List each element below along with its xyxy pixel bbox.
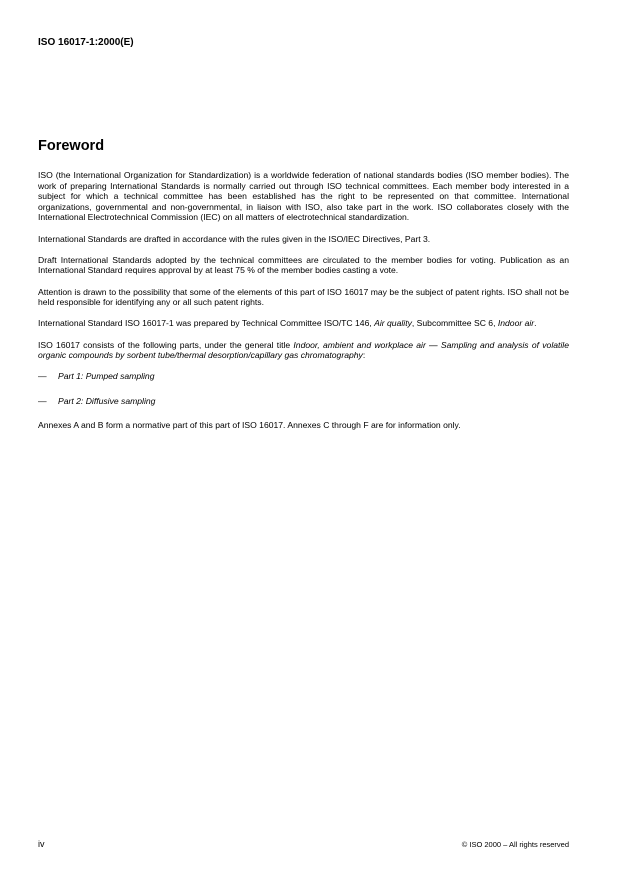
copyright-notice: © ISO 2000 – All rights reserved (461, 840, 569, 849)
em-dash: — (38, 371, 47, 382)
paragraph-directives: International Standards are drafted in accordance with the rules given in the ISO/IEC Directives, Part 3. (38, 233, 431, 244)
paragraph-committee (38, 318, 569, 329)
committee-lead-text: International Standard ISO 16017-1 was prepared by Technical Committee ISO/TC 146, (38, 318, 375, 329)
parts-lead-text: ISO 16017 consists of the following parts, under the general title (38, 339, 294, 350)
document-id-header: ISO 16017-1:2000(E) (38, 37, 134, 48)
paragraph-iso-intro: ISO (the International Organization for Standardization) is a worldwide federation of national standards bodies (ISO member bodies). The work of preparing International Standards is normally carried out through ISO technical committees. Each member body interested in a subject for which a technical committee has been established has the right to be represented on that committee. International organizations, governmental and non-governmental, in liaison with ISO, also take part in the work. ISO collaborates closely with the International Electrotechnical Commission (IEC) on all matters of electrotechnical standardization. (38, 170, 569, 223)
paragraph-annexes: Annexes A and B form a normative part of this part of ISO 16017. Annexes C through F are for information only. (38, 420, 461, 431)
page-title: Foreword (38, 138, 105, 154)
list-item-part2 (38, 396, 569, 407)
paragraph-voting: Draft International Standards adopted by the technical committees are circulated to the member bodies for voting. Publication as an International Standard requires approval by at least 75 % of the member bodies casting a vote. (38, 254, 569, 276)
parts-end-text: : (362, 350, 366, 361)
committee-end-text: . (534, 318, 537, 329)
paragraph-patent: Attention is drawn to the possibility that some of the elements of this part of ISO 16017 may be the subject of patent rights. ISO shall not be held responsible for identifying any or all such patent rights. (38, 286, 569, 308)
page-number: iv (38, 839, 45, 849)
list-item-part1 (38, 371, 569, 382)
foreword-body (38, 170, 569, 442)
general-title: Indoor, ambient and workplace air — Sampling and analysis of volatile organic compounds by sorbent tube/thermal desorption/capillary gas chromatography (38, 339, 569, 361)
part2-title: Part 2: Diffusive sampling (58, 395, 156, 406)
paragraph-parts-intro (38, 340, 569, 361)
sc-name: Indoor air (497, 318, 535, 329)
part1-title: Part 1: Pumped sampling (58, 371, 155, 382)
committee-mid-text: , Subcommittee SC 6, (411, 318, 498, 329)
em-dash: — (38, 395, 47, 406)
tc-name: Air quality (374, 318, 412, 329)
